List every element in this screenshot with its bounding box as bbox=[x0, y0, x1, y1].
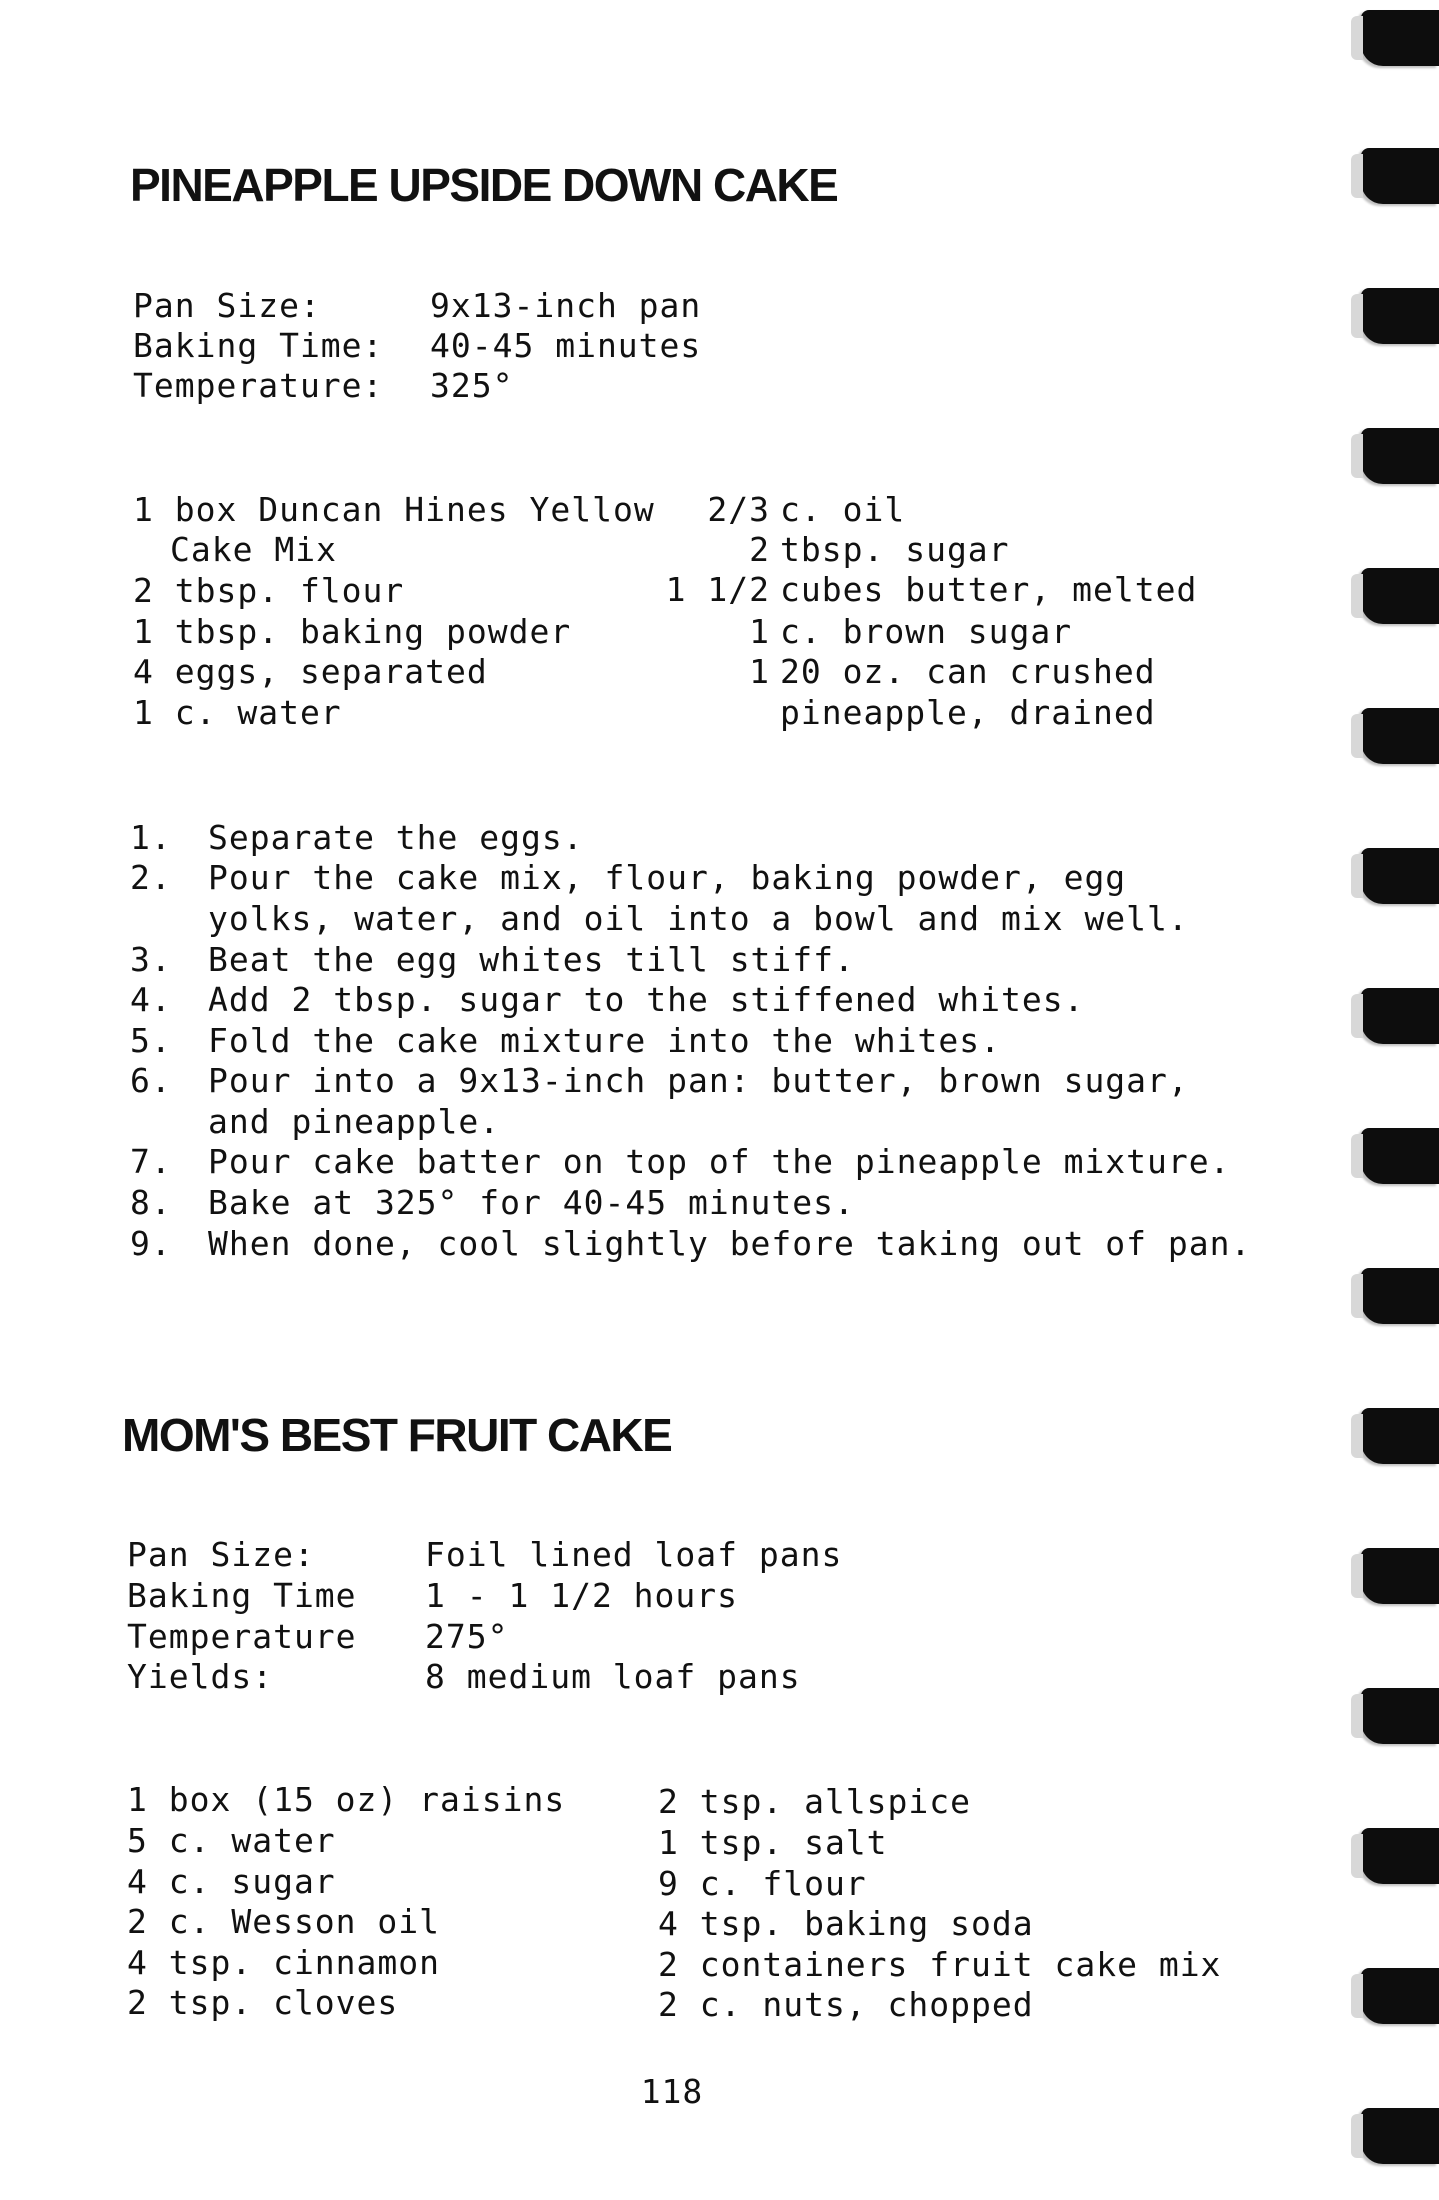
binding-comb bbox=[1361, 1688, 1439, 1744]
ingredient: 1 tsp. salt bbox=[658, 1823, 888, 1862]
binding-comb bbox=[1361, 1968, 1439, 2024]
meta-label: Pan Size: bbox=[133, 286, 321, 325]
step-number: 5. bbox=[130, 1021, 172, 1060]
meta-label: Baking Time: bbox=[133, 326, 384, 365]
step-text: Separate the eggs. bbox=[208, 818, 584, 857]
recipe-title: MOM'S BEST FRUIT CAKE bbox=[122, 1409, 672, 1461]
step-text: Pour into a 9x13-inch pan: butter, brown sugar, bbox=[208, 1061, 1189, 1100]
step-number: 4. bbox=[130, 980, 172, 1019]
ingredient-item: c. oil bbox=[780, 490, 906, 529]
step-number: 2. bbox=[130, 858, 172, 897]
binding-comb bbox=[1361, 1268, 1439, 1324]
binding-comb bbox=[1361, 988, 1439, 1044]
meta-value: 1 - 1 1/2 hours bbox=[425, 1576, 739, 1615]
meta-value: 9x13-inch pan bbox=[430, 286, 702, 325]
binding-comb bbox=[1361, 1828, 1439, 1884]
ingredient-item: c. brown sugar bbox=[780, 612, 1073, 651]
step-text: Fold the cake mixture into the whites. bbox=[208, 1021, 1001, 1060]
step-text: When done, cool slightly before taking out of pan. bbox=[208, 1224, 1252, 1263]
step-number: 3. bbox=[130, 940, 172, 979]
ingredient: 2 tsp. allspice bbox=[658, 1782, 972, 1821]
step-text: Add 2 tbsp. sugar to the stiffened whites. bbox=[208, 980, 1085, 1019]
meta-label: Pan Size: bbox=[127, 1535, 315, 1574]
ingredient-qty: 1 bbox=[749, 612, 770, 651]
ingredient: 2 c. Wesson oil bbox=[127, 1902, 441, 1941]
meta-label: Baking Time bbox=[127, 1576, 357, 1615]
ingredient: 2 tsp. cloves bbox=[127, 1983, 399, 2022]
step-number: 7. bbox=[130, 1142, 172, 1181]
ingredient-item: cubes butter, melted bbox=[780, 570, 1198, 609]
ingredient: Cake Mix bbox=[170, 530, 337, 569]
ingredient: 1 box Duncan Hines Yellow bbox=[133, 490, 655, 529]
ingredient: 2 c. nuts, chopped bbox=[658, 1985, 1034, 2024]
step-text: Pour the cake mix, flour, baking powder, egg bbox=[208, 858, 1127, 897]
binding-comb bbox=[1361, 10, 1439, 66]
ingredient: 5 c. water bbox=[127, 1821, 336, 1860]
meta-value: 325° bbox=[430, 366, 514, 405]
ingredient: 1 tbsp. baking powder bbox=[133, 612, 572, 651]
meta-label: Yields: bbox=[127, 1657, 274, 1696]
binding-comb bbox=[1361, 1408, 1439, 1464]
ingredient-qty: 2/3 bbox=[707, 490, 770, 529]
meta-value: Foil lined loaf pans bbox=[425, 1535, 843, 1574]
binding-comb bbox=[1361, 1128, 1439, 1184]
ingredient-item: pineapple, drained bbox=[780, 693, 1156, 732]
ingredient: 2 containers fruit cake mix bbox=[658, 1945, 1222, 1984]
binding-comb bbox=[1361, 148, 1439, 204]
binding-comb bbox=[1361, 568, 1439, 624]
binding-comb bbox=[1361, 848, 1439, 904]
ingredient: 1 box (15 oz) raisins bbox=[127, 1780, 566, 1819]
ingredient: 1 c. water bbox=[133, 693, 342, 732]
binding-comb bbox=[1361, 288, 1439, 344]
step-number: 9. bbox=[130, 1224, 172, 1263]
binding-comb bbox=[1361, 428, 1439, 484]
ingredient-qty: 2 bbox=[749, 530, 770, 569]
binding-comb bbox=[1361, 2108, 1439, 2164]
spiral-binding bbox=[1349, 0, 1439, 2200]
meta-label: Temperature bbox=[127, 1617, 357, 1656]
step-text: yolks, water, and oil into a bowl and mix well. bbox=[208, 899, 1189, 938]
binding-comb bbox=[1361, 708, 1439, 764]
step-text: Bake at 325° for 40-45 minutes. bbox=[208, 1183, 855, 1222]
step-text: and pineapple. bbox=[208, 1102, 501, 1141]
ingredient: 4 c. sugar bbox=[127, 1862, 336, 1901]
meta-label: Temperature: bbox=[133, 366, 384, 405]
meta-value: 275° bbox=[425, 1617, 509, 1656]
step-number: 6. bbox=[130, 1061, 172, 1100]
meta-value: 40-45 minutes bbox=[430, 326, 702, 365]
ingredient-qty: 1 1/2 bbox=[665, 570, 770, 609]
ingredient: 4 eggs, separated bbox=[133, 652, 488, 691]
meta-value: 8 medium loaf pans bbox=[425, 1657, 801, 1696]
ingredient: 4 tsp. cinnamon bbox=[127, 1943, 441, 1982]
page-number: 118 bbox=[640, 2072, 704, 2111]
ingredient: 9 c. flour bbox=[658, 1864, 867, 1903]
ingredient: 4 tsp. baking soda bbox=[658, 1904, 1034, 1943]
step-text: Beat the egg whites till stiff. bbox=[208, 940, 855, 979]
ingredient-qty: 1 bbox=[749, 652, 770, 691]
recipe-title: PINEAPPLE UPSIDE DOWN CAKE bbox=[130, 159, 838, 211]
step-text: Pour cake batter on top of the pineapple mixture. bbox=[208, 1142, 1231, 1181]
step-number: 8. bbox=[130, 1183, 172, 1222]
step-number: 1. bbox=[130, 818, 172, 857]
ingredient-item: tbsp. sugar bbox=[780, 530, 1010, 569]
binding-comb bbox=[1361, 1548, 1439, 1604]
ingredient-item: 20 oz. can crushed bbox=[780, 652, 1156, 691]
ingredient: 2 tbsp. flour bbox=[133, 571, 405, 610]
